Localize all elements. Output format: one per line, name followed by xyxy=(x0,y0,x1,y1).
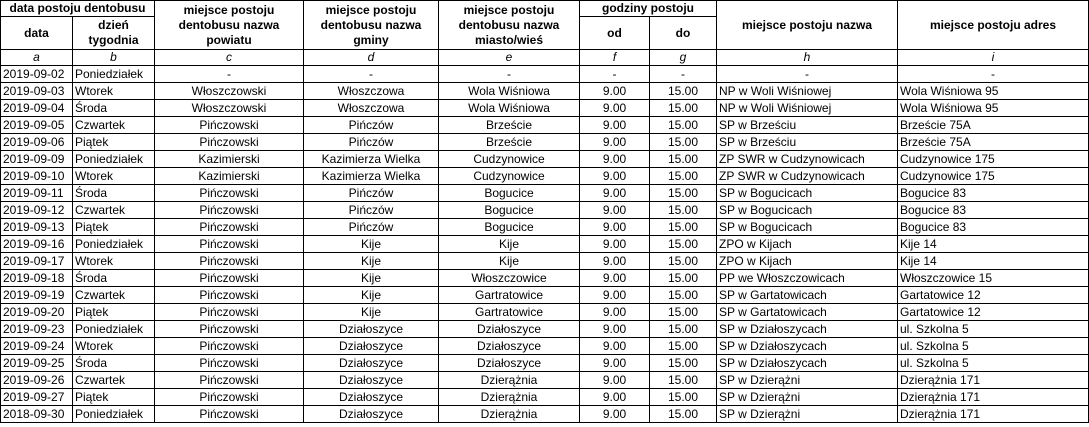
cell-weekday: Czwartek xyxy=(73,372,155,389)
column-letter: b xyxy=(73,50,155,66)
cell-from: 9.00 xyxy=(580,406,650,423)
cell-to: - xyxy=(650,66,717,83)
cell-weekday: Środa xyxy=(73,270,155,287)
cell-gmina: Kije xyxy=(304,236,439,253)
cell-weekday: Poniedziałek xyxy=(73,66,155,83)
cell-to: 15.00 xyxy=(650,202,717,219)
column-letter-row xyxy=(1,50,1089,66)
cell-from: 9.00 xyxy=(580,202,650,219)
table-row xyxy=(1,304,1089,321)
cell-address: Kije 14 xyxy=(898,253,1089,270)
cell-weekday: Poniedziałek xyxy=(73,406,155,423)
cell-powiat: Włoszczowski xyxy=(155,100,304,117)
table-row xyxy=(1,372,1089,389)
cell-weekday: Poniedziałek xyxy=(73,236,155,253)
cell-powiat: Kazimierski xyxy=(155,168,304,185)
cell-gmina: Kazimierza Wielka xyxy=(304,168,439,185)
cell-address: Włoszczowice 15 xyxy=(898,270,1089,287)
cell-gmina: Kazimierza Wielka xyxy=(304,151,439,168)
cell-from: 9.00 xyxy=(580,253,650,270)
cell-powiat: Pińczowski xyxy=(155,117,304,134)
cell-weekday: Środa xyxy=(73,355,155,372)
cell-powiat: Pińczowski xyxy=(155,287,304,304)
cell-to: 15.00 xyxy=(650,389,717,406)
header-adres: miejsce postoju adres xyxy=(898,1,1089,50)
cell-gmina: Włoszczowa xyxy=(304,83,439,100)
cell-to: 15.00 xyxy=(650,134,717,151)
header-group-data: data postoju dentobusu xyxy=(1,1,155,17)
cell-weekday: Wtorek xyxy=(73,253,155,270)
cell-to: 15.00 xyxy=(650,372,717,389)
cell-address: ul. Szkolna 5 xyxy=(898,355,1089,372)
cell-place-name: SP w Bogucicach xyxy=(717,185,898,202)
table-row xyxy=(1,134,1089,151)
cell-to: 15.00 xyxy=(650,219,717,236)
cell-weekday: Poniedziałek xyxy=(73,151,155,168)
cell-address: Bogucice 83 xyxy=(898,202,1089,219)
cell-date: 2019-09-24 xyxy=(1,338,73,355)
cell-address: Kije 14 xyxy=(898,236,1089,253)
cell-place-name: SP w Bogucicach xyxy=(717,219,898,236)
cell-to: 15.00 xyxy=(650,338,717,355)
cell-place-name: ZPO w Kijach xyxy=(717,236,898,253)
cell-miasto: Brzeście xyxy=(439,134,580,151)
cell-from: 9.00 xyxy=(580,134,650,151)
cell-place-name: SP w Działoszycach xyxy=(717,321,898,338)
table-row xyxy=(1,389,1089,406)
cell-weekday: Piątek xyxy=(73,389,155,406)
cell-gmina: Działoszyce xyxy=(304,321,439,338)
header-gmina: miejsce postoju dentobusu nazwa gminy xyxy=(304,1,439,50)
cell-gmina: Kije xyxy=(304,304,439,321)
table-row xyxy=(1,202,1089,219)
column-letter: c xyxy=(155,50,304,66)
cell-to: 15.00 xyxy=(650,83,717,100)
cell-from: 9.00 xyxy=(580,83,650,100)
column-letter: h xyxy=(717,50,898,66)
cell-to: 15.00 xyxy=(650,253,717,270)
cell-place-name: - xyxy=(717,66,898,83)
cell-weekday: Środa xyxy=(73,185,155,202)
cell-date: 2019-09-16 xyxy=(1,236,73,253)
cell-address: Wola Wiśniowa 95 xyxy=(898,100,1089,117)
cell-to: 15.00 xyxy=(650,304,717,321)
cell-from: 9.00 xyxy=(580,304,650,321)
cell-place-name: SP w Dzierążni xyxy=(717,389,898,406)
cell-powiat: Pińczowski xyxy=(155,219,304,236)
cell-weekday: Poniedziałek xyxy=(73,321,155,338)
cell-powiat: Pińczowski xyxy=(155,406,304,423)
cell-address: Gartatowice 12 xyxy=(898,304,1089,321)
cell-to: 15.00 xyxy=(650,100,717,117)
cell-gmina: Działoszyce xyxy=(304,372,439,389)
cell-date: 2019-09-13 xyxy=(1,219,73,236)
cell-place-name: SP w Brześciu xyxy=(717,117,898,134)
cell-to: 15.00 xyxy=(650,168,717,185)
cell-miasto: Działoszyce xyxy=(439,321,580,338)
cell-from: 9.00 xyxy=(580,355,650,372)
cell-weekday: Czwartek xyxy=(73,202,155,219)
cell-place-name: SP w Działoszycach xyxy=(717,355,898,372)
cell-address: ul. Szkolna 5 xyxy=(898,338,1089,355)
table-row xyxy=(1,338,1089,355)
cell-powiat: Pińczowski xyxy=(155,202,304,219)
table-row xyxy=(1,355,1089,372)
cell-gmina: Kije xyxy=(304,287,439,304)
column-letter: e xyxy=(439,50,580,66)
header-powiat: miejsce postoju dentobusu nazwa powiatu xyxy=(155,1,304,50)
cell-address: Cudzynowice 175 xyxy=(898,151,1089,168)
cell-date: 2019-09-27 xyxy=(1,389,73,406)
cell-date: 2019-09-09 xyxy=(1,151,73,168)
cell-address: Brzeście 75A xyxy=(898,117,1089,134)
cell-to: 15.00 xyxy=(650,117,717,134)
cell-powiat: - xyxy=(155,66,304,83)
cell-miasto: Wola Wiśniowa xyxy=(439,83,580,100)
cell-date: 2019-09-20 xyxy=(1,304,73,321)
cell-gmina: Działoszyce xyxy=(304,406,439,423)
cell-from: 9.00 xyxy=(580,151,650,168)
cell-date: 2019-09-18 xyxy=(1,270,73,287)
cell-miasto: Kije xyxy=(439,253,580,270)
table-row xyxy=(1,151,1089,168)
header-row-1 xyxy=(1,1,1089,17)
table-row xyxy=(1,406,1089,423)
header-dzien: dzień tygodnia xyxy=(73,17,155,50)
cell-powiat: Pińczowski xyxy=(155,338,304,355)
table-row xyxy=(1,117,1089,134)
cell-place-name: SP w Działoszycach xyxy=(717,338,898,355)
cell-from: 9.00 xyxy=(580,321,650,338)
cell-powiat: Pińczowski xyxy=(155,372,304,389)
cell-miasto: Cudzynowice xyxy=(439,151,580,168)
table-row xyxy=(1,321,1089,338)
cell-address: Wola Wiśniowa 95 xyxy=(898,83,1089,100)
cell-miasto: Cudzynowice xyxy=(439,168,580,185)
cell-place-name: PP we Włoszczowicach xyxy=(717,270,898,287)
table-row xyxy=(1,100,1089,117)
cell-miasto: Kije xyxy=(439,236,580,253)
cell-powiat: Pińczowski xyxy=(155,389,304,406)
cell-place-name: SP w Gartatowicach xyxy=(717,287,898,304)
table-row xyxy=(1,287,1089,304)
cell-place-name: SP w Gartatowicach xyxy=(717,304,898,321)
table-body xyxy=(1,66,1089,423)
cell-date: 2019-09-12 xyxy=(1,202,73,219)
cell-to: 15.00 xyxy=(650,270,717,287)
cell-miasto: Gartratowice xyxy=(439,287,580,304)
cell-date: 2019-09-10 xyxy=(1,168,73,185)
cell-date: 2019-09-17 xyxy=(1,253,73,270)
cell-address: - xyxy=(898,66,1089,83)
cell-from: 9.00 xyxy=(580,338,650,355)
cell-miasto: Brzeście xyxy=(439,117,580,134)
cell-powiat: Kazimierski xyxy=(155,151,304,168)
cell-from: 9.00 xyxy=(580,287,650,304)
cell-from: 9.00 xyxy=(580,100,650,117)
cell-weekday: Wtorek xyxy=(73,338,155,355)
cell-date: 2019-09-25 xyxy=(1,355,73,372)
column-letter: d xyxy=(304,50,439,66)
table-row xyxy=(1,83,1089,100)
header-nazwa: miejsce postoju nazwa xyxy=(717,1,898,50)
table-row xyxy=(1,219,1089,236)
cell-from: 9.00 xyxy=(580,372,650,389)
cell-miasto: Bogucice xyxy=(439,219,580,236)
cell-date: 2018-09-30 xyxy=(1,406,73,423)
cell-to: 15.00 xyxy=(650,236,717,253)
cell-miasto: Wola Wiśniowa xyxy=(439,100,580,117)
cell-powiat: Pińczowski xyxy=(155,185,304,202)
cell-to: 15.00 xyxy=(650,355,717,372)
column-letter: i xyxy=(898,50,1089,66)
cell-from: 9.00 xyxy=(580,185,650,202)
cell-address: Dzierążnia 171 xyxy=(898,372,1089,389)
cell-miasto: Dzierążnia xyxy=(439,372,580,389)
cell-from: 9.00 xyxy=(580,270,650,287)
cell-date: 2019-09-02 xyxy=(1,66,73,83)
table-row xyxy=(1,168,1089,185)
cell-powiat: Pińczowski xyxy=(155,134,304,151)
cell-to: 15.00 xyxy=(650,406,717,423)
cell-gmina: Włoszczowa xyxy=(304,100,439,117)
cell-weekday: Środa xyxy=(73,100,155,117)
table-row xyxy=(1,236,1089,253)
cell-address: ul. Szkolna 5 xyxy=(898,321,1089,338)
cell-address: Bogucice 83 xyxy=(898,219,1089,236)
cell-from: 9.00 xyxy=(580,236,650,253)
header-do: do xyxy=(650,17,717,50)
column-letter: g xyxy=(650,50,717,66)
cell-gmina: - xyxy=(304,66,439,83)
cell-place-name: SP w Dzierążni xyxy=(717,372,898,389)
table-row xyxy=(1,253,1089,270)
cell-miasto: Bogucice xyxy=(439,185,580,202)
cell-address: Bogucice 83 xyxy=(898,185,1089,202)
cell-from: - xyxy=(580,66,650,83)
cell-miasto: Bogucice xyxy=(439,202,580,219)
cell-weekday: Piątek xyxy=(73,304,155,321)
cell-powiat: Pińczowski xyxy=(155,270,304,287)
cell-gmina: Kije xyxy=(304,270,439,287)
cell-place-name: SP w Brześciu xyxy=(717,134,898,151)
cell-powiat: Pińczowski xyxy=(155,236,304,253)
cell-gmina: Pińczów xyxy=(304,185,439,202)
cell-miasto: Gartratowice xyxy=(439,304,580,321)
cell-place-name: ZP SWR w Cudzynowicach xyxy=(717,151,898,168)
header-od: od xyxy=(580,17,650,50)
cell-address: Dzierążnia 171 xyxy=(898,389,1089,406)
table-row xyxy=(1,270,1089,287)
cell-address: Cudzynowice 175 xyxy=(898,168,1089,185)
header-group-godziny: godziny postoju xyxy=(580,1,717,17)
cell-to: 15.00 xyxy=(650,185,717,202)
cell-from: 9.00 xyxy=(580,117,650,134)
cell-address: Brzeście 75A xyxy=(898,134,1089,151)
cell-miasto: - xyxy=(439,66,580,83)
cell-gmina: Działoszyce xyxy=(304,338,439,355)
cell-powiat: Pińczowski xyxy=(155,304,304,321)
cell-place-name: ZPO w Kijach xyxy=(717,253,898,270)
cell-gmina: Pińczów xyxy=(304,134,439,151)
cell-from: 9.00 xyxy=(580,168,650,185)
cell-miasto: Włoszczowice xyxy=(439,270,580,287)
cell-to: 15.00 xyxy=(650,321,717,338)
cell-powiat: Pińczowski xyxy=(155,321,304,338)
cell-weekday: Piątek xyxy=(73,134,155,151)
table-row xyxy=(1,185,1089,202)
cell-gmina: Pińczów xyxy=(304,219,439,236)
header-data: data xyxy=(1,17,73,50)
cell-date: 2019-09-23 xyxy=(1,321,73,338)
cell-from: 9.00 xyxy=(580,389,650,406)
cell-gmina: Działoszyce xyxy=(304,389,439,406)
cell-to: 15.00 xyxy=(650,151,717,168)
cell-date: 2019-09-19 xyxy=(1,287,73,304)
cell-place-name: SP w Dzierążni xyxy=(717,406,898,423)
cell-date: 2019-09-05 xyxy=(1,117,73,134)
column-letter: f xyxy=(580,50,650,66)
cell-date: 2019-09-03 xyxy=(1,83,73,100)
cell-powiat: Włoszczowski xyxy=(155,83,304,100)
cell-weekday: Wtorek xyxy=(73,83,155,100)
cell-address: Dzierążnia 171 xyxy=(898,406,1089,423)
cell-gmina: Pińczów xyxy=(304,117,439,134)
column-letter: a xyxy=(1,50,73,66)
cell-weekday: Wtorek xyxy=(73,168,155,185)
cell-to: 15.00 xyxy=(650,287,717,304)
cell-place-name: NP w Woli Wiśniowej xyxy=(717,83,898,100)
cell-place-name: NP w Woli Wiśniowej xyxy=(717,100,898,117)
cell-date: 2019-09-04 xyxy=(1,100,73,117)
cell-powiat: Pińczowski xyxy=(155,253,304,270)
cell-place-name: SP w Bogucicach xyxy=(717,202,898,219)
cell-miasto: Działoszyce xyxy=(439,355,580,372)
cell-miasto: Działoszyce xyxy=(439,338,580,355)
cell-date: 2019-09-06 xyxy=(1,134,73,151)
cell-gmina: Działoszyce xyxy=(304,355,439,372)
table-row xyxy=(1,66,1089,83)
cell-powiat: Pińczowski xyxy=(155,355,304,372)
cell-miasto: Dzierążnia xyxy=(439,389,580,406)
cell-from: 9.00 xyxy=(580,219,650,236)
cell-weekday: Czwartek xyxy=(73,287,155,304)
cell-gmina: Kije xyxy=(304,253,439,270)
cell-miasto: Dzierążnia xyxy=(439,406,580,423)
cell-gmina: Pińczów xyxy=(304,202,439,219)
header-miasto: miejsce postoju dentobusu nazwa miasto/wieś xyxy=(439,1,580,50)
cell-date: 2019-09-26 xyxy=(1,372,73,389)
cell-place-name: ZP SWR w Cudzynowicach xyxy=(717,168,898,185)
cell-weekday: Piątek xyxy=(73,219,155,236)
cell-weekday: Czwartek xyxy=(73,117,155,134)
cell-date: 2019-09-11 xyxy=(1,185,73,202)
cell-address: Gartatowice 12 xyxy=(898,287,1089,304)
